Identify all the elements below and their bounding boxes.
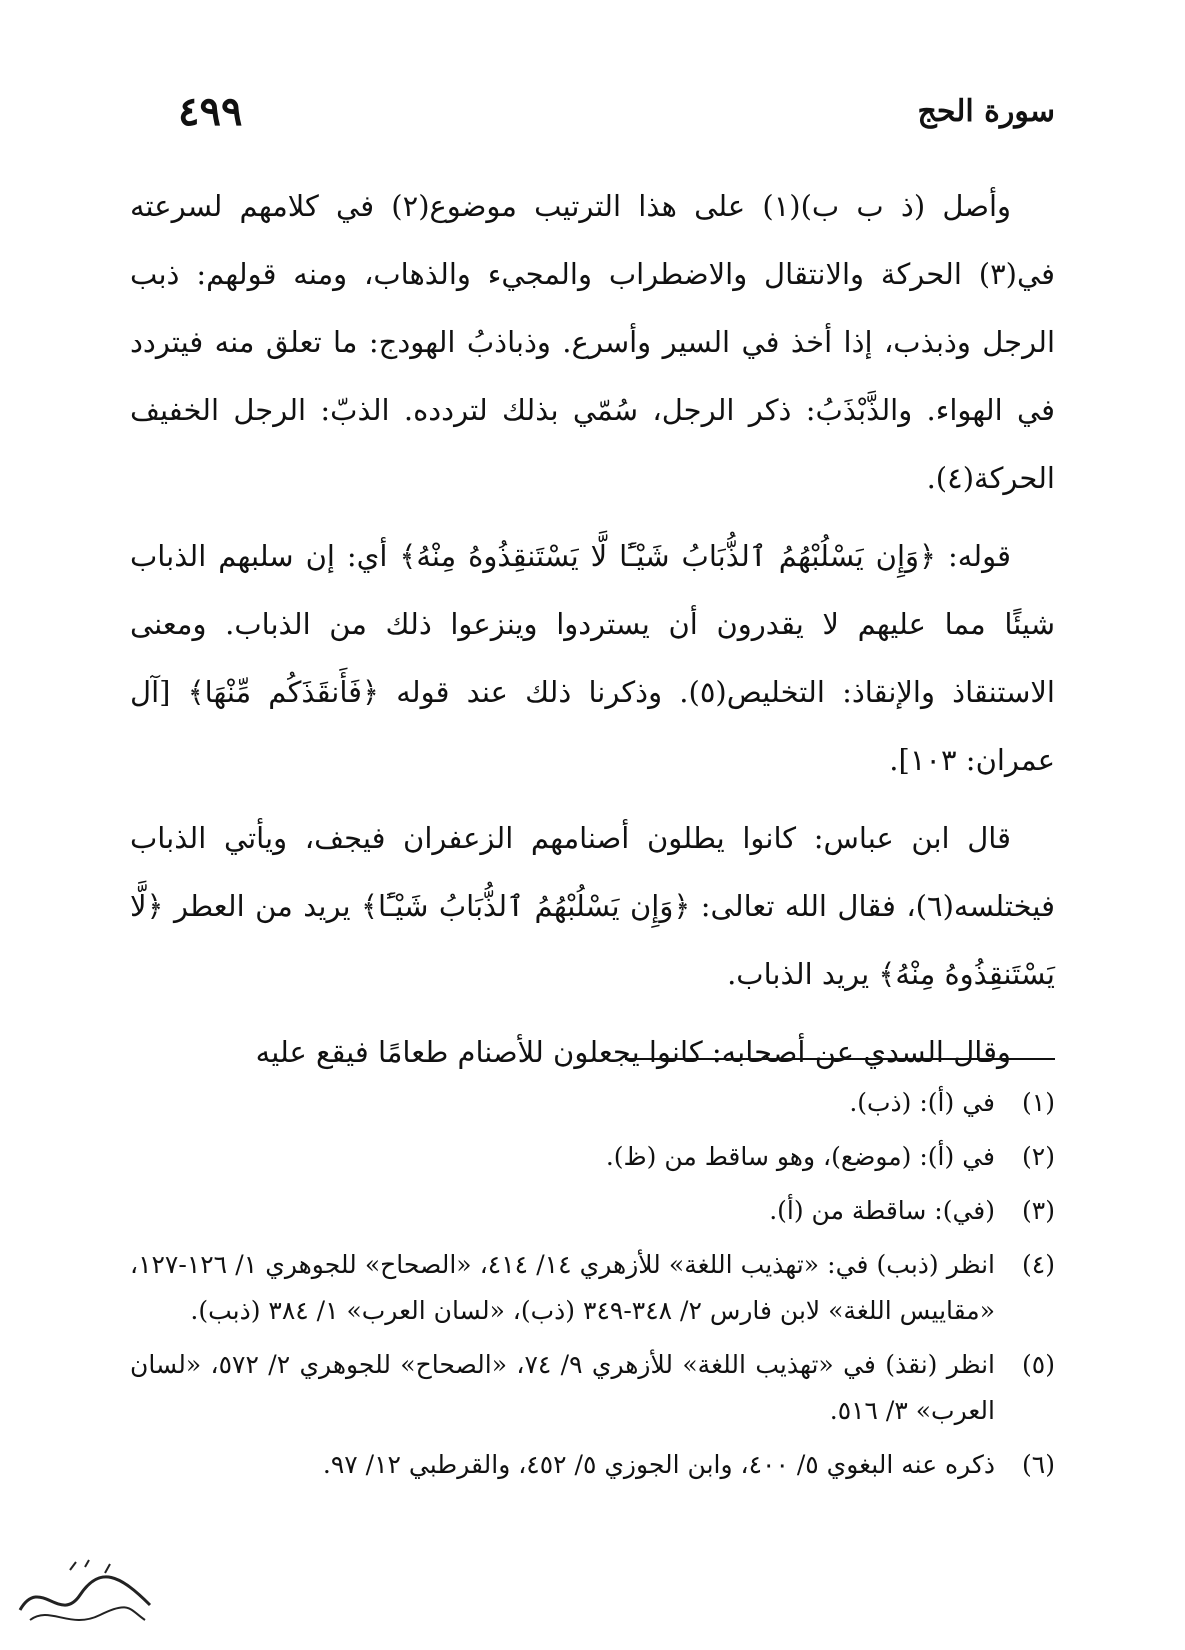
footnote (130, 1080, 1055, 1126)
footnote-text: (في): ساقطة من (أ). (769, 1196, 995, 1225)
footnote-text: انظر (ذبب) في: «تهذيب اللغة» للأزهري ١٤/ ٤١٤، «الصحاح» للجوهري ١/ ١٢٦-١٢٧، «مقاييس اللغة» لابن فارس ٢/ ٣٤٨-٣٤٩ (ذب)، «لسان العرب» ١/ ٣٨٤ (ذبب). (130, 1250, 995, 1325)
footnote-text: في (أ): (ذب). (849, 1088, 995, 1117)
footnote-number: (٤) (1022, 1250, 1055, 1279)
footnote-number: (١) (1022, 1088, 1055, 1117)
paragraph: قال ابن عباس: كانوا يطلون أصنامهم الزعفران فيجف، ويأتي الذباب فيختلسه(٦)، فقال الله تعالى: ﴿وَإِن يَسْلُبْهُمُ ٱلذُّبَابُ شَيْـًٔا﴾ يريد من العطر ﴿لَّا يَسْتَنقِذُوهُ مِنْهُ﴾ يريد الذباب. (130, 821, 1055, 991)
footnote-text: انظر (نقذ) في «تهذيب اللغة» للأزهري ٩/ ٧٤، «الصحاح» للجوهري ٢/ ٥٧٢، «لسان العرب» ٣/ ٥١٦. (130, 1350, 995, 1425)
page-header (130, 88, 1055, 148)
footnote-number: (٢) (1022, 1142, 1055, 1171)
publisher-logo (10, 1555, 160, 1635)
paragraph: وأصل (ذ ب ب)(١) على هذا الترتيب موضوع(٢) في كلامهم لسرعته في(٣) الحركة والانتقال والاضطراب والمجيء والذهاب، ومنه قولهم: ذبب الرجل وذبذب، إذا أخذ في السير وأسرع. وذباذبُ الهودج: ما تعلق منه فيتردد في الهواء. والذَّبْذَبُ: ذكر الرجل، سُمّي بذلك لتردده. الذبّ: الرجل الخفيف الحركة(٤). (130, 189, 1055, 495)
footnote-number: (٦) (1022, 1450, 1055, 1479)
footnote-text: في (أ): (موضع)، وهو ساقط من (ظ). (605, 1142, 995, 1171)
page-number: ٤٩٩ (178, 88, 243, 135)
main-text (130, 172, 1055, 1096)
footnote-text: ذكره عنه البغوي ٥/ ٤٠٠، وابن الجوزي ٥/ ٤٥٢، والقرطبي ١٢/ ٩٧. (322, 1450, 995, 1479)
paragraph: قوله: ﴿وَإِن يَسْلُبْهُمُ ٱلذُّبَابُ شَيْـًٔا لَّا يَسْتَنقِذُوهُ مِنْهُ﴾ أي: إن سلبهم الذباب شيئًا مما عليهم لا يقدرون أن يستردوا وينزعوا ذلك من الذباب. ومعنى الاستنقاذ والإنقاذ: التخليص(٥). وذكرنا ذلك عند قوله ﴿فَأَنقَذَكُم مِّنْهَا﴾ [آل عمران: ١٠٣]. (130, 539, 1055, 777)
footnote (130, 1242, 1055, 1334)
footnotes (130, 1080, 1055, 1496)
footnote-number: (٣) (1022, 1196, 1055, 1225)
footnote (130, 1188, 1055, 1234)
surah-title: سورة الحج (917, 94, 1055, 129)
footnote (130, 1134, 1055, 1180)
footnote (130, 1442, 1055, 1488)
footnote-separator (625, 1058, 1055, 1060)
footnote (130, 1342, 1055, 1434)
footnote-number: (٥) (1022, 1350, 1055, 1379)
paragraph: وقال السدي عن أصحابه: كانوا يجعلون للأصنام طعامًا فيقع عليه (255, 1035, 1011, 1069)
